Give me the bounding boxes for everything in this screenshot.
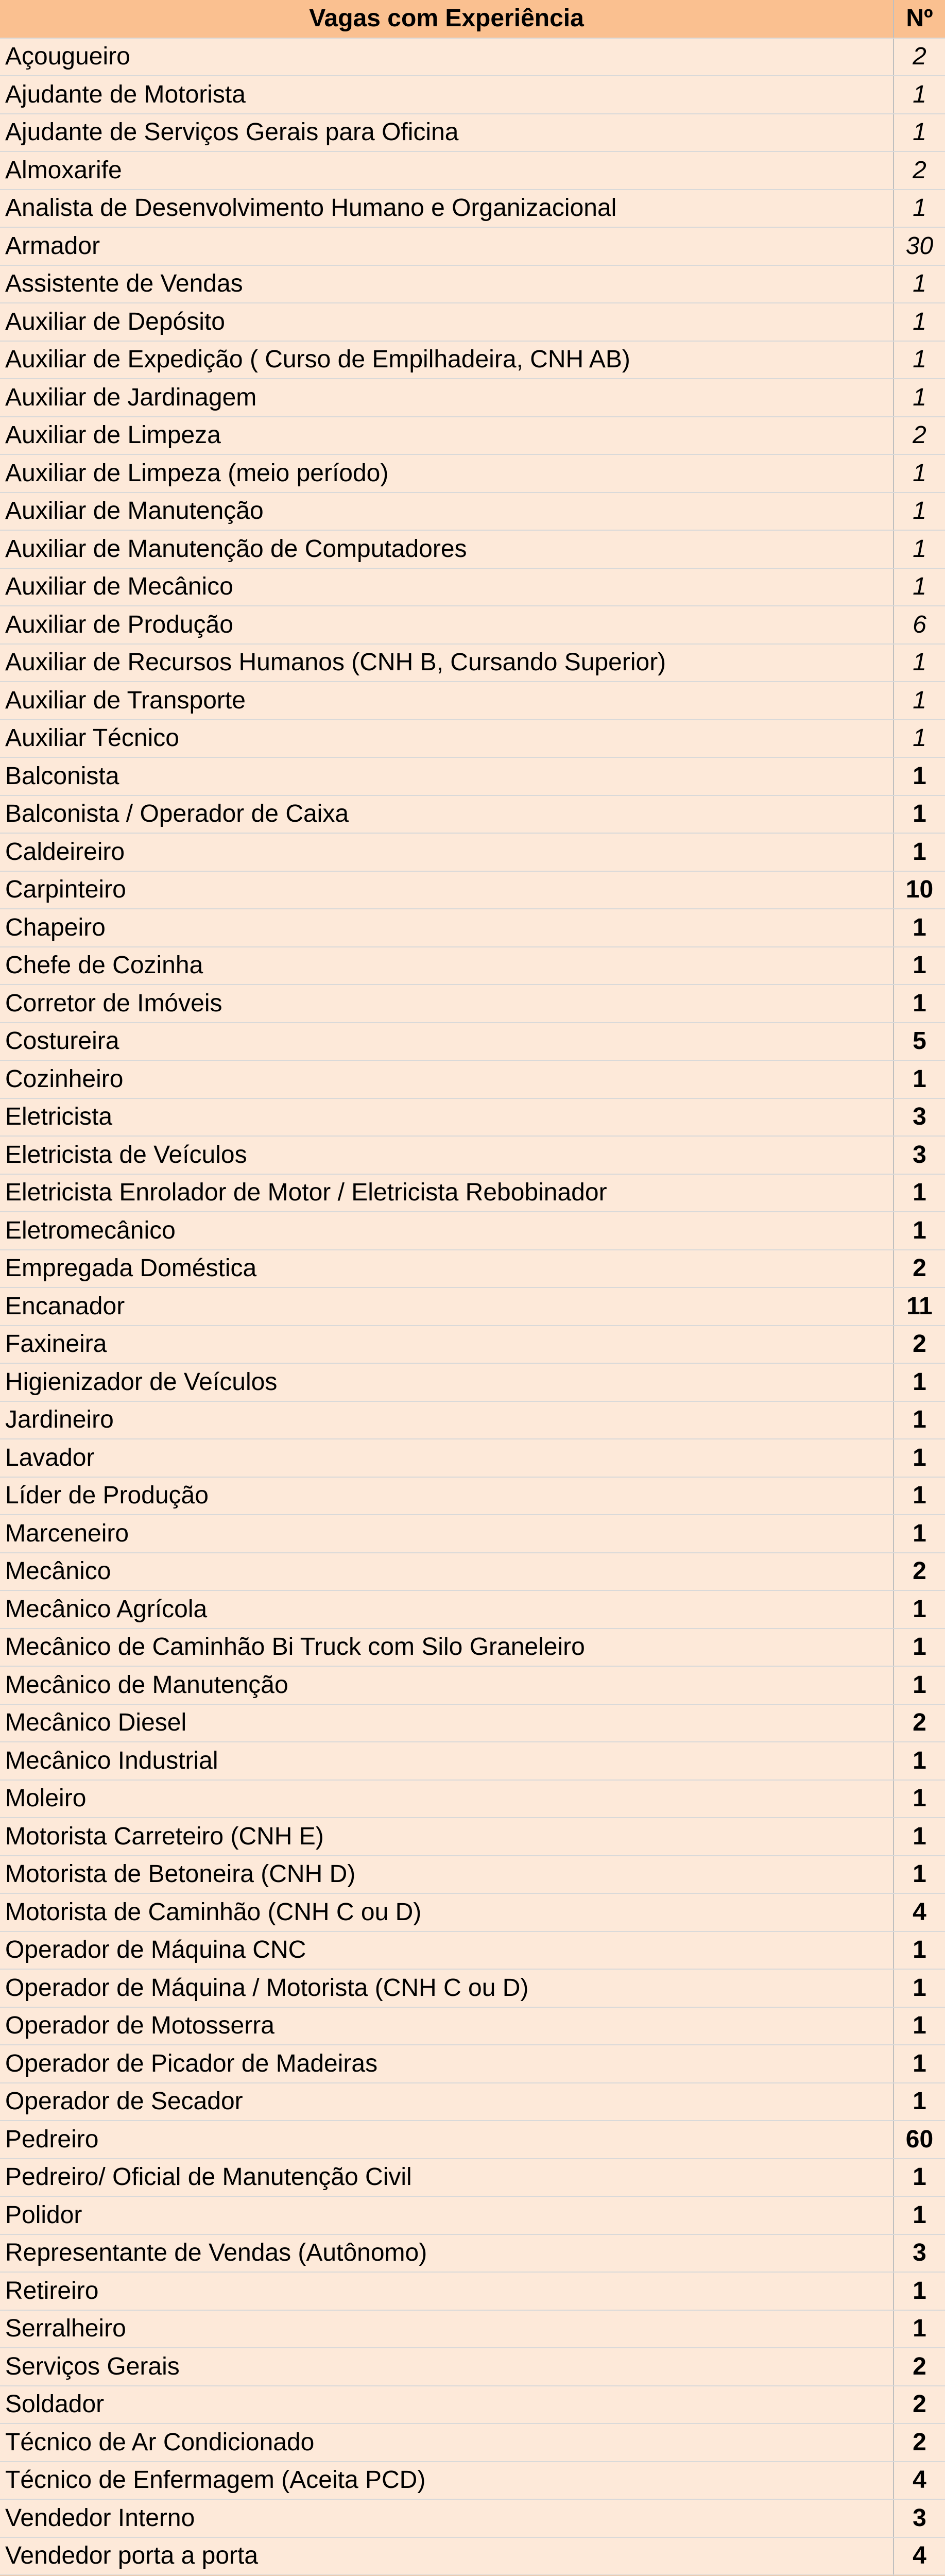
table-row xyxy=(0,1439,945,1477)
vacancy-count: 1 xyxy=(894,1818,945,1856)
table-row xyxy=(0,1969,945,2007)
vacancy-name-cell xyxy=(0,2310,894,2348)
vacancy-count: 1 xyxy=(894,303,945,341)
vacancy-name: Polidor xyxy=(5,2201,82,2229)
vacancy-name: Costureira xyxy=(5,1027,119,1055)
table-row xyxy=(0,833,945,871)
vacancy-count: 4 xyxy=(894,2537,945,2575)
table-row xyxy=(0,757,945,795)
vacancy-name-cell xyxy=(0,757,894,795)
table-row xyxy=(0,606,945,644)
vacancy-count: 1 xyxy=(894,114,945,152)
vacancy-count: 1 xyxy=(894,682,945,720)
vacancy-count: 1 xyxy=(894,947,945,985)
vacancy-count: 1 xyxy=(894,1931,945,1970)
vacancy-name-cell xyxy=(0,2386,894,2424)
table-row xyxy=(0,1856,945,1894)
vacancy-count: 1 xyxy=(894,76,945,114)
table-row xyxy=(0,76,945,114)
table-row xyxy=(0,985,945,1023)
table-row xyxy=(0,1212,945,1250)
vacancy-count: 6 xyxy=(894,606,945,644)
vacancy-count: 2 xyxy=(894,1250,945,1288)
vacancy-name: Auxiliar de Transporte xyxy=(5,686,246,714)
vacancy-name-cell xyxy=(0,1326,894,1364)
table-row xyxy=(0,1666,945,1704)
table-row xyxy=(0,1401,945,1439)
vacancy-name: Auxiliar de Mecânico xyxy=(5,573,233,601)
vacancy-count: 3 xyxy=(894,1098,945,1137)
vacancy-name: Chapeiro xyxy=(5,913,106,941)
vacancy-name-cell xyxy=(0,76,894,114)
vacancy-count: 1 xyxy=(894,530,945,568)
vacancy-name: Serralheiro xyxy=(5,2315,126,2343)
vacancy-count: 2 xyxy=(894,2424,945,2462)
vacancy-name: Eletromecânico xyxy=(5,1216,176,1244)
table-row xyxy=(0,1136,945,1174)
vacancy-count: 2 xyxy=(894,2386,945,2424)
vacancy-name: Vendedor Interno xyxy=(5,2504,195,2532)
vacancy-count: 1 xyxy=(894,1742,945,1780)
table-row xyxy=(0,2121,945,2159)
vacancy-name: Auxiliar de Recursos Humanos (CNH B, Cursando Superior) xyxy=(5,649,666,676)
vacancy-count: 1 xyxy=(894,795,945,834)
vacancy-name: Analista de Desenvolvimento Humano e Organizacional xyxy=(5,194,617,222)
vacancy-name: Açougueiro xyxy=(5,43,130,71)
table-row xyxy=(0,265,945,303)
vacancy-name-cell xyxy=(0,2045,894,2083)
vacancy-name-cell xyxy=(0,2499,894,2537)
vacancy-count: 5 xyxy=(894,1023,945,1061)
vacancy-name: Cozinheiro xyxy=(5,1065,124,1093)
vacancy-count: 1 xyxy=(894,1629,945,1667)
vacancy-name-cell xyxy=(0,1212,894,1250)
table-row xyxy=(0,795,945,834)
vacancy-name: Marceneiro xyxy=(5,1519,129,1547)
vacancy-name: Operador de Picador de Madeiras xyxy=(5,2049,378,2077)
vacancy-name-cell xyxy=(0,454,894,493)
vacancy-name: Corretor de Imóveis xyxy=(5,989,222,1017)
vacancy-name-cell xyxy=(0,227,894,265)
vacancy-name: Motorista de Betoneira (CNH D) xyxy=(5,1860,356,1888)
vacancy-name: Encanador xyxy=(5,1292,125,1320)
vacancy-name-cell xyxy=(0,2196,894,2234)
vacancy-name-cell xyxy=(0,833,894,871)
vacancy-count: 3 xyxy=(894,1136,945,1174)
vacancy-name: Auxiliar de Jardinagem xyxy=(5,383,257,411)
vacancy-name-cell xyxy=(0,1250,894,1288)
vacancy-name: Representante de Vendas (Autônomo) xyxy=(5,2239,427,2267)
vacancy-count: 1 xyxy=(894,1856,945,1894)
vacancy-name-cell xyxy=(0,1818,894,1856)
vacancy-name-cell xyxy=(0,1553,894,1591)
vacancy-name: Mecânico xyxy=(5,1557,111,1585)
vacancy-name-cell xyxy=(0,2424,894,2462)
vacancy-name-cell xyxy=(0,985,894,1023)
vacancy-name-cell xyxy=(0,114,894,152)
vacancy-count: 1 xyxy=(894,757,945,795)
vacancy-name-cell xyxy=(0,644,894,682)
vacancy-name-cell xyxy=(0,1704,894,1742)
vacancy-name: Operador de Máquina / Motorista (CNH C ou D) xyxy=(5,1974,529,2002)
vacancy-name-cell xyxy=(0,1477,894,1515)
vacancy-name: Mecânico Diesel xyxy=(5,1709,187,1737)
vacancy-name-cell xyxy=(0,530,894,568)
vacancy-name-cell xyxy=(0,379,894,417)
vacancy-name: Serviços Gerais xyxy=(5,2352,180,2380)
table-row xyxy=(0,1704,945,1742)
table-row xyxy=(0,1931,945,1970)
table-row xyxy=(0,1326,945,1364)
vacancy-count: 2 xyxy=(894,1326,945,1364)
table-row xyxy=(0,2348,945,2386)
vacancy-name: Mecânico de Caminhão Bi Truck com Silo Graneleiro xyxy=(5,1633,585,1661)
vacancy-name-cell xyxy=(0,1363,894,1401)
vacancy-name: Retireiro xyxy=(5,2277,99,2304)
vacancy-name: Faxineira xyxy=(5,1330,107,1358)
vacancy-name-cell xyxy=(0,1439,894,1477)
vacancy-count: 10 xyxy=(894,871,945,909)
table-row xyxy=(0,1287,945,1326)
vacancy-count: 1 xyxy=(894,833,945,871)
vacancy-name-cell xyxy=(0,606,894,644)
vacancy-name: Operador de Máquina CNC xyxy=(5,1936,306,1964)
vacancy-name-cell xyxy=(0,2083,894,2121)
vacancy-name: Auxiliar de Expedição ( Curso de Empilhadeira, CNH AB) xyxy=(5,346,630,374)
vacancy-name-cell xyxy=(0,1742,894,1780)
vacancy-name: Ajudante de Motorista xyxy=(5,80,246,108)
vacancy-count: 1 xyxy=(894,1439,945,1477)
vacancy-count: 2 xyxy=(894,38,945,76)
table-row xyxy=(0,1250,945,1288)
table-row xyxy=(0,303,945,341)
table-row xyxy=(0,1818,945,1856)
table-row xyxy=(0,1629,945,1667)
vacancy-name: Técnico de Ar Condicionado xyxy=(5,2428,315,2456)
table-row xyxy=(0,2272,945,2310)
vacancy-name-cell xyxy=(0,341,894,379)
vacancy-name: Operador de Secador xyxy=(5,2088,243,2115)
section-title: Vagas com Experiência xyxy=(0,0,894,38)
table-row xyxy=(0,2499,945,2537)
vacancy-count: 1 xyxy=(894,1174,945,1212)
table-row xyxy=(0,2310,945,2348)
table-row xyxy=(0,909,945,947)
vacancy-name: Auxiliar de Depósito xyxy=(5,308,225,335)
table-row xyxy=(0,1515,945,1553)
table-row xyxy=(0,1477,945,1515)
vacancy-count: 1 xyxy=(894,2310,945,2348)
vacancy-name-cell xyxy=(0,303,894,341)
vacancy-count: 2 xyxy=(894,1704,945,1742)
vacancy-name: Almoxarife xyxy=(5,156,122,184)
vacancy-name: Balconista xyxy=(5,762,119,790)
vacancy-count: 1 xyxy=(894,2272,945,2310)
vacancy-name-cell xyxy=(0,720,894,758)
table-row xyxy=(0,2045,945,2083)
table-row xyxy=(0,644,945,682)
table-row xyxy=(0,2424,945,2462)
vacancy-name-cell xyxy=(0,1666,894,1704)
table-row xyxy=(0,720,945,758)
vacancy-name: Assistente de Vendas xyxy=(5,270,243,298)
table-row xyxy=(0,227,945,265)
vacancy-name: Eletricista Enrolador de Motor / Eletricista Rebobinador xyxy=(5,1179,607,1207)
vacancy-name: Motorista Carreteiro (CNH E) xyxy=(5,1822,324,1850)
vacancy-count: 60 xyxy=(894,2121,945,2159)
vacancy-name-cell xyxy=(0,1515,894,1553)
vacancy-name-cell xyxy=(0,568,894,606)
vacancy-name-cell xyxy=(0,2234,894,2273)
vacancy-name-cell xyxy=(0,2272,894,2310)
table-row xyxy=(0,2007,945,2045)
table-row xyxy=(0,530,945,568)
vacancy-count: 4 xyxy=(894,1893,945,1931)
table-row xyxy=(0,1742,945,1780)
table-row xyxy=(0,38,945,76)
vacancy-name-cell xyxy=(0,2007,894,2045)
vacancy-name-cell xyxy=(0,417,894,455)
vacancy-count: 30 xyxy=(894,227,945,265)
table-row xyxy=(0,947,945,985)
table-row xyxy=(0,493,945,531)
vacancy-name-cell xyxy=(0,1023,894,1061)
vacancy-name-cell xyxy=(0,947,894,985)
vacancy-count: 1 xyxy=(894,2007,945,2045)
vacancy-name-cell xyxy=(0,909,894,947)
vacancy-name: Mecânico de Manutenção xyxy=(5,1671,288,1699)
vacancy-name-cell xyxy=(0,795,894,834)
vacancy-count: 1 xyxy=(894,379,945,417)
vacancy-name-cell xyxy=(0,1136,894,1174)
vacancy-count: 1 xyxy=(894,190,945,228)
vacancy-name-cell xyxy=(0,1931,894,1970)
vacancy-name-cell xyxy=(0,1060,894,1098)
vacancy-name-cell xyxy=(0,38,894,76)
vacancy-name-cell xyxy=(0,1287,894,1326)
vacancy-name: Auxiliar de Manutenção de Computadores xyxy=(5,535,467,563)
vacancy-count: 1 xyxy=(894,1363,945,1401)
vacancy-name: Chefe de Cozinha xyxy=(5,952,203,979)
vacancy-name: Auxiliar de Limpeza (meio período) xyxy=(5,459,389,487)
table-row xyxy=(0,1590,945,1629)
table-row xyxy=(0,568,945,606)
vacancy-count: 4 xyxy=(894,2462,945,2500)
vacancy-count: 1 xyxy=(894,265,945,303)
vacancy-count: 1 xyxy=(894,1780,945,1818)
vacancy-name: Moleiro xyxy=(5,1785,87,1812)
vacancy-name-cell xyxy=(0,1780,894,1818)
vacancy-name: Mecânico Agrícola xyxy=(5,1595,208,1623)
vacancy-name-cell xyxy=(0,1174,894,1212)
number-header: Nº xyxy=(894,0,945,38)
vacancy-name-cell xyxy=(0,1401,894,1439)
vacancy-count: 2 xyxy=(894,2348,945,2386)
vacancy-name-cell xyxy=(0,1629,894,1667)
vacancy-count: 2 xyxy=(894,417,945,455)
table-row xyxy=(0,1023,945,1061)
section-header xyxy=(0,0,945,38)
vacancy-count: 1 xyxy=(894,2196,945,2234)
vacancy-count: 1 xyxy=(894,985,945,1023)
vacancy-name-cell xyxy=(0,1969,894,2007)
vacancy-count: 1 xyxy=(894,1401,945,1439)
vacancy-name: Motorista de Caminhão (CNH C ou D) xyxy=(5,1898,422,1926)
vacancy-name: Auxiliar de Manutenção xyxy=(5,497,264,525)
vacancy-name: Lavador xyxy=(5,1444,95,1471)
vacancy-name-cell xyxy=(0,2462,894,2500)
vacancy-name: Pedreiro xyxy=(5,2125,99,2153)
vacancy-name: Jardineiro xyxy=(5,1406,114,1434)
table-row xyxy=(0,417,945,455)
vacancy-count: 1 xyxy=(894,568,945,606)
vacancy-name: Técnico de Enfermagem (Aceita PCD) xyxy=(5,2466,426,2494)
vacancy-name: Auxiliar Técnico xyxy=(5,724,179,752)
table-row xyxy=(0,1098,945,1137)
vacancy-name: Armador xyxy=(5,232,100,260)
vacancy-count: 1 xyxy=(894,2083,945,2121)
vacancy-name: Operador de Motosserra xyxy=(5,2012,274,2040)
vacancy-count: 1 xyxy=(894,1666,945,1704)
vacancy-name-cell xyxy=(0,2537,894,2575)
vacancy-name-cell xyxy=(0,2348,894,2386)
vacancy-count: 1 xyxy=(894,1477,945,1515)
table-row xyxy=(0,454,945,493)
vacancy-name: Empregada Doméstica xyxy=(5,1255,257,1282)
vacancy-name: Mecânico Industrial xyxy=(5,1747,218,1774)
vacancy-name: Caldeireiro xyxy=(5,838,125,866)
table-row xyxy=(0,2537,945,2575)
vacancy-name-cell xyxy=(0,151,894,190)
table-row xyxy=(0,2083,945,2121)
vacancy-count: 1 xyxy=(894,644,945,682)
vacancy-count: 1 xyxy=(894,2045,945,2083)
vacancy-name-cell xyxy=(0,682,894,720)
vacancy-count: 3 xyxy=(894,2234,945,2273)
table-row xyxy=(0,190,945,228)
vacancy-name-cell xyxy=(0,871,894,909)
vacancy-name-cell xyxy=(0,2159,894,2197)
vacancy-count: 2 xyxy=(894,151,945,190)
vacancy-name: Auxiliar de Produção xyxy=(5,611,233,638)
table-row xyxy=(0,1553,945,1591)
vacancy-count: 1 xyxy=(894,1515,945,1553)
vacancy-name: Líder de Produção xyxy=(5,1482,209,1510)
vacancy-count: 1 xyxy=(894,1060,945,1098)
table-row xyxy=(0,379,945,417)
table-row xyxy=(0,341,945,379)
vacancy-name-cell xyxy=(0,493,894,531)
vacancy-name-cell xyxy=(0,2121,894,2159)
vacancy-count: 1 xyxy=(894,493,945,531)
vacancy-name: Vendedor porta a porta xyxy=(5,2542,259,2570)
table-row xyxy=(0,1174,945,1212)
vacancy-name-cell xyxy=(0,265,894,303)
vacancy-name: Higienizador de Veículos xyxy=(5,1368,278,1396)
table-row xyxy=(0,2462,945,2500)
vacancy-name-cell xyxy=(0,1893,894,1931)
vacancy-name: Auxiliar de Limpeza xyxy=(5,421,221,449)
vacancy-count: 1 xyxy=(894,720,945,758)
table-row xyxy=(0,1060,945,1098)
vacancy-name: Eletricista de Veículos xyxy=(5,1141,247,1168)
table-row xyxy=(0,1893,945,1931)
table-row xyxy=(0,2234,945,2273)
vacancy-count: 11 xyxy=(894,1287,945,1326)
table-row xyxy=(0,151,945,190)
table-row xyxy=(0,1363,945,1401)
vacancy-name: Soldador xyxy=(5,2391,105,2418)
vacancy-count: 1 xyxy=(894,1969,945,2007)
vacancy-count: 1 xyxy=(894,1212,945,1250)
vacancy-name: Pedreiro/ Oficial de Manutenção Civil xyxy=(5,2163,412,2191)
vacancy-name: Balconista / Operador de Caixa xyxy=(5,800,349,828)
vacancy-count: 1 xyxy=(894,341,945,379)
table-row xyxy=(0,2196,945,2234)
table-row xyxy=(0,1780,945,1818)
table-row xyxy=(0,2386,945,2424)
table-row xyxy=(0,114,945,152)
vacancy-name: Carpinteiro xyxy=(5,876,126,904)
vacancy-name-cell xyxy=(0,1590,894,1629)
vacancy-name: Ajudante de Serviços Gerais para Oficina xyxy=(5,118,459,146)
vacancy-name-cell xyxy=(0,190,894,228)
table-row xyxy=(0,682,945,720)
vacancy-count: 1 xyxy=(894,909,945,947)
vacancy-name: Eletricista xyxy=(5,1103,113,1131)
vacancy-name-cell xyxy=(0,1098,894,1137)
vacancy-count: 1 xyxy=(894,454,945,493)
table-row xyxy=(0,871,945,909)
vacancy-count: 2 xyxy=(894,1553,945,1591)
vacancy-name-cell xyxy=(0,1856,894,1894)
vacancy-count: 1 xyxy=(894,2159,945,2197)
vacancy-count: 3 xyxy=(894,2499,945,2537)
vacancy-count: 1 xyxy=(894,1590,945,1629)
table-row xyxy=(0,2159,945,2197)
